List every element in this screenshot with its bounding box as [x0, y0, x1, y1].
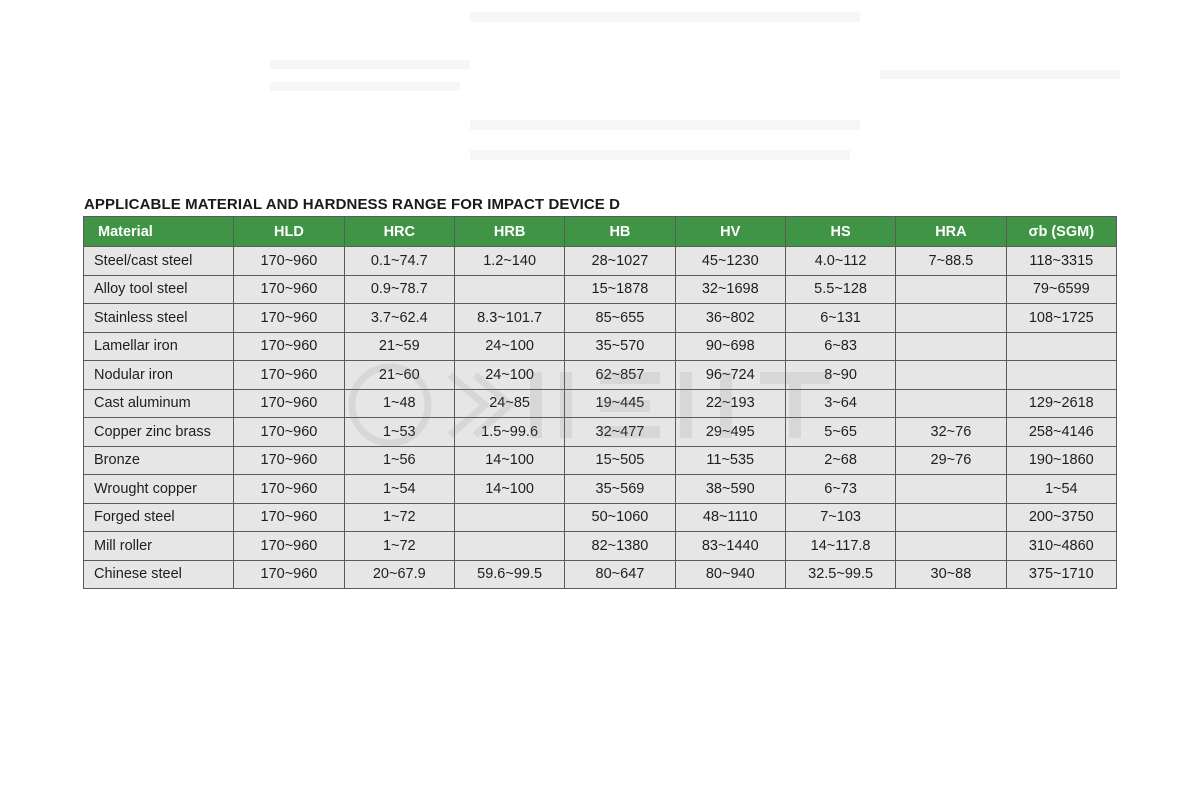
table-cell	[896, 275, 1006, 304]
faded-background-text	[0, 0, 1200, 200]
table-row	[84, 503, 1117, 532]
table-cell: 5~65	[785, 418, 895, 447]
table-cell: 375~1710	[1006, 560, 1116, 589]
table-title: APPLICABLE MATERIAL AND HARDNESS RANGE FOR IMPACT DEVICE D	[84, 196, 621, 213]
table-cell: 14~117.8	[785, 532, 895, 561]
table-cell: 1~72	[344, 532, 454, 561]
table-cell: 170~960	[234, 532, 344, 561]
table-cell: 80~647	[565, 560, 675, 589]
table-cell: 14~100	[454, 446, 564, 475]
table-cell: 24~85	[454, 389, 564, 418]
column-header: HRA	[896, 217, 1006, 247]
table-cell: 15~505	[565, 446, 675, 475]
material-name-cell: Stainless steel	[84, 304, 234, 333]
hardness-range-table	[83, 216, 1117, 589]
table-cell: 82~1380	[565, 532, 675, 561]
table-cell: 170~960	[234, 332, 344, 361]
table-cell: 79~6599	[1006, 275, 1116, 304]
table-cell: 35~570	[565, 332, 675, 361]
table-cell: 5.5~128	[785, 275, 895, 304]
table-cell: 4.0~112	[785, 247, 895, 276]
table-cell: 1.5~99.6	[454, 418, 564, 447]
table-cell: 50~1060	[565, 503, 675, 532]
table-cell: 24~100	[454, 361, 564, 390]
column-header: HS	[785, 217, 895, 247]
table-cell	[454, 275, 564, 304]
column-header: HV	[675, 217, 785, 247]
table-cell: 8~90	[785, 361, 895, 390]
table-cell: 108~1725	[1006, 304, 1116, 333]
table-cell: 35~569	[565, 475, 675, 504]
table-cell	[454, 503, 564, 532]
material-name-cell: Steel/cast steel	[84, 247, 234, 276]
table-cell: 170~960	[234, 503, 344, 532]
table-cell: 129~2618	[1006, 389, 1116, 418]
table-cell: 170~960	[234, 304, 344, 333]
table-cell: 2~68	[785, 446, 895, 475]
table-row	[84, 247, 1117, 276]
table-cell: 170~960	[234, 446, 344, 475]
table-cell	[896, 503, 1006, 532]
table-cell: 19~445	[565, 389, 675, 418]
table-cell	[896, 304, 1006, 333]
material-name-cell: Bronze	[84, 446, 234, 475]
table-cell: 0.1~74.7	[344, 247, 454, 276]
table-cell: 22~193	[675, 389, 785, 418]
material-name-cell: Cast aluminum	[84, 389, 234, 418]
table-row	[84, 475, 1117, 504]
table-body	[84, 247, 1117, 589]
table-row	[84, 446, 1117, 475]
table-cell: 170~960	[234, 361, 344, 390]
table-cell: 21~59	[344, 332, 454, 361]
table-cell: 1.2~140	[454, 247, 564, 276]
table-cell: 1~48	[344, 389, 454, 418]
table-row	[84, 275, 1117, 304]
table-cell: 3~64	[785, 389, 895, 418]
table-cell: 8.3~101.7	[454, 304, 564, 333]
material-name-cell: Alloy tool steel	[84, 275, 234, 304]
table-cell: 310~4860	[1006, 532, 1116, 561]
table-cell: 28~1027	[565, 247, 675, 276]
table-cell: 6~83	[785, 332, 895, 361]
table-cell: 14~100	[454, 475, 564, 504]
table-cell: 96~724	[675, 361, 785, 390]
material-name-cell: Forged steel	[84, 503, 234, 532]
material-name-cell: Copper zinc brass	[84, 418, 234, 447]
material-name-cell: Chinese steel	[84, 560, 234, 589]
table-cell: 80~940	[675, 560, 785, 589]
table-cell: 258~4146	[1006, 418, 1116, 447]
table-cell	[1006, 361, 1116, 390]
table-cell: 36~802	[675, 304, 785, 333]
table-row	[84, 418, 1117, 447]
table-cell: 3.7~62.4	[344, 304, 454, 333]
table-cell: 15~1878	[565, 275, 675, 304]
table-cell: 1~54	[344, 475, 454, 504]
column-header: HRB	[454, 217, 564, 247]
table-row	[84, 361, 1117, 390]
table-cell: 59.6~99.5	[454, 560, 564, 589]
table-cell: 1~53	[344, 418, 454, 447]
table-cell: 190~1860	[1006, 446, 1116, 475]
table-row	[84, 560, 1117, 589]
table-cell	[896, 332, 1006, 361]
material-name-cell: Wrought copper	[84, 475, 234, 504]
material-name-cell: Lamellar iron	[84, 332, 234, 361]
table-cell: 32.5~99.5	[785, 560, 895, 589]
table-row	[84, 389, 1117, 418]
table-cell	[1006, 332, 1116, 361]
table-cell	[896, 389, 1006, 418]
table-cell: 1~54	[1006, 475, 1116, 504]
table-cell	[896, 532, 1006, 561]
table-cell: 6~131	[785, 304, 895, 333]
table-cell: 45~1230	[675, 247, 785, 276]
table-row	[84, 304, 1117, 333]
table-row	[84, 332, 1117, 361]
table-cell: 83~1440	[675, 532, 785, 561]
table-cell: 200~3750	[1006, 503, 1116, 532]
table-cell: 7~88.5	[896, 247, 1006, 276]
table-cell: 0.9~78.7	[344, 275, 454, 304]
table-cell: 1~72	[344, 503, 454, 532]
table-cell: 6~73	[785, 475, 895, 504]
table-header-row	[84, 217, 1117, 247]
table-cell: 29~495	[675, 418, 785, 447]
table-cell: 11~535	[675, 446, 785, 475]
table-cell: 24~100	[454, 332, 564, 361]
table-cell: 170~960	[234, 475, 344, 504]
table-cell: 90~698	[675, 332, 785, 361]
table-cell: 170~960	[234, 418, 344, 447]
table-cell: 7~103	[785, 503, 895, 532]
table-cell: 32~1698	[675, 275, 785, 304]
table-cell: 30~88	[896, 560, 1006, 589]
table-cell: 20~67.9	[344, 560, 454, 589]
column-header: HLD	[234, 217, 344, 247]
material-name-cell: Mill roller	[84, 532, 234, 561]
table-cell	[896, 475, 1006, 504]
table-cell: 32~76	[896, 418, 1006, 447]
material-name-cell: Nodular iron	[84, 361, 234, 390]
table-cell: 32~477	[565, 418, 675, 447]
table-cell: 118~3315	[1006, 247, 1116, 276]
table-cell: 62~857	[565, 361, 675, 390]
table-cell: 170~960	[234, 275, 344, 304]
column-header: HRC	[344, 217, 454, 247]
table-cell: 38~590	[675, 475, 785, 504]
table-cell: 85~655	[565, 304, 675, 333]
table-cell: 1~56	[344, 446, 454, 475]
column-header: Material	[84, 217, 234, 247]
table-cell	[454, 532, 564, 561]
column-header: σb (SGM)	[1006, 217, 1116, 247]
table-cell	[896, 361, 1006, 390]
table-cell: 170~960	[234, 560, 344, 589]
table-row	[84, 532, 1117, 561]
table-cell: 170~960	[234, 389, 344, 418]
table-cell: 29~76	[896, 446, 1006, 475]
table-cell: 48~1110	[675, 503, 785, 532]
column-header: HB	[565, 217, 675, 247]
table-cell: 21~60	[344, 361, 454, 390]
table-cell: 170~960	[234, 247, 344, 276]
